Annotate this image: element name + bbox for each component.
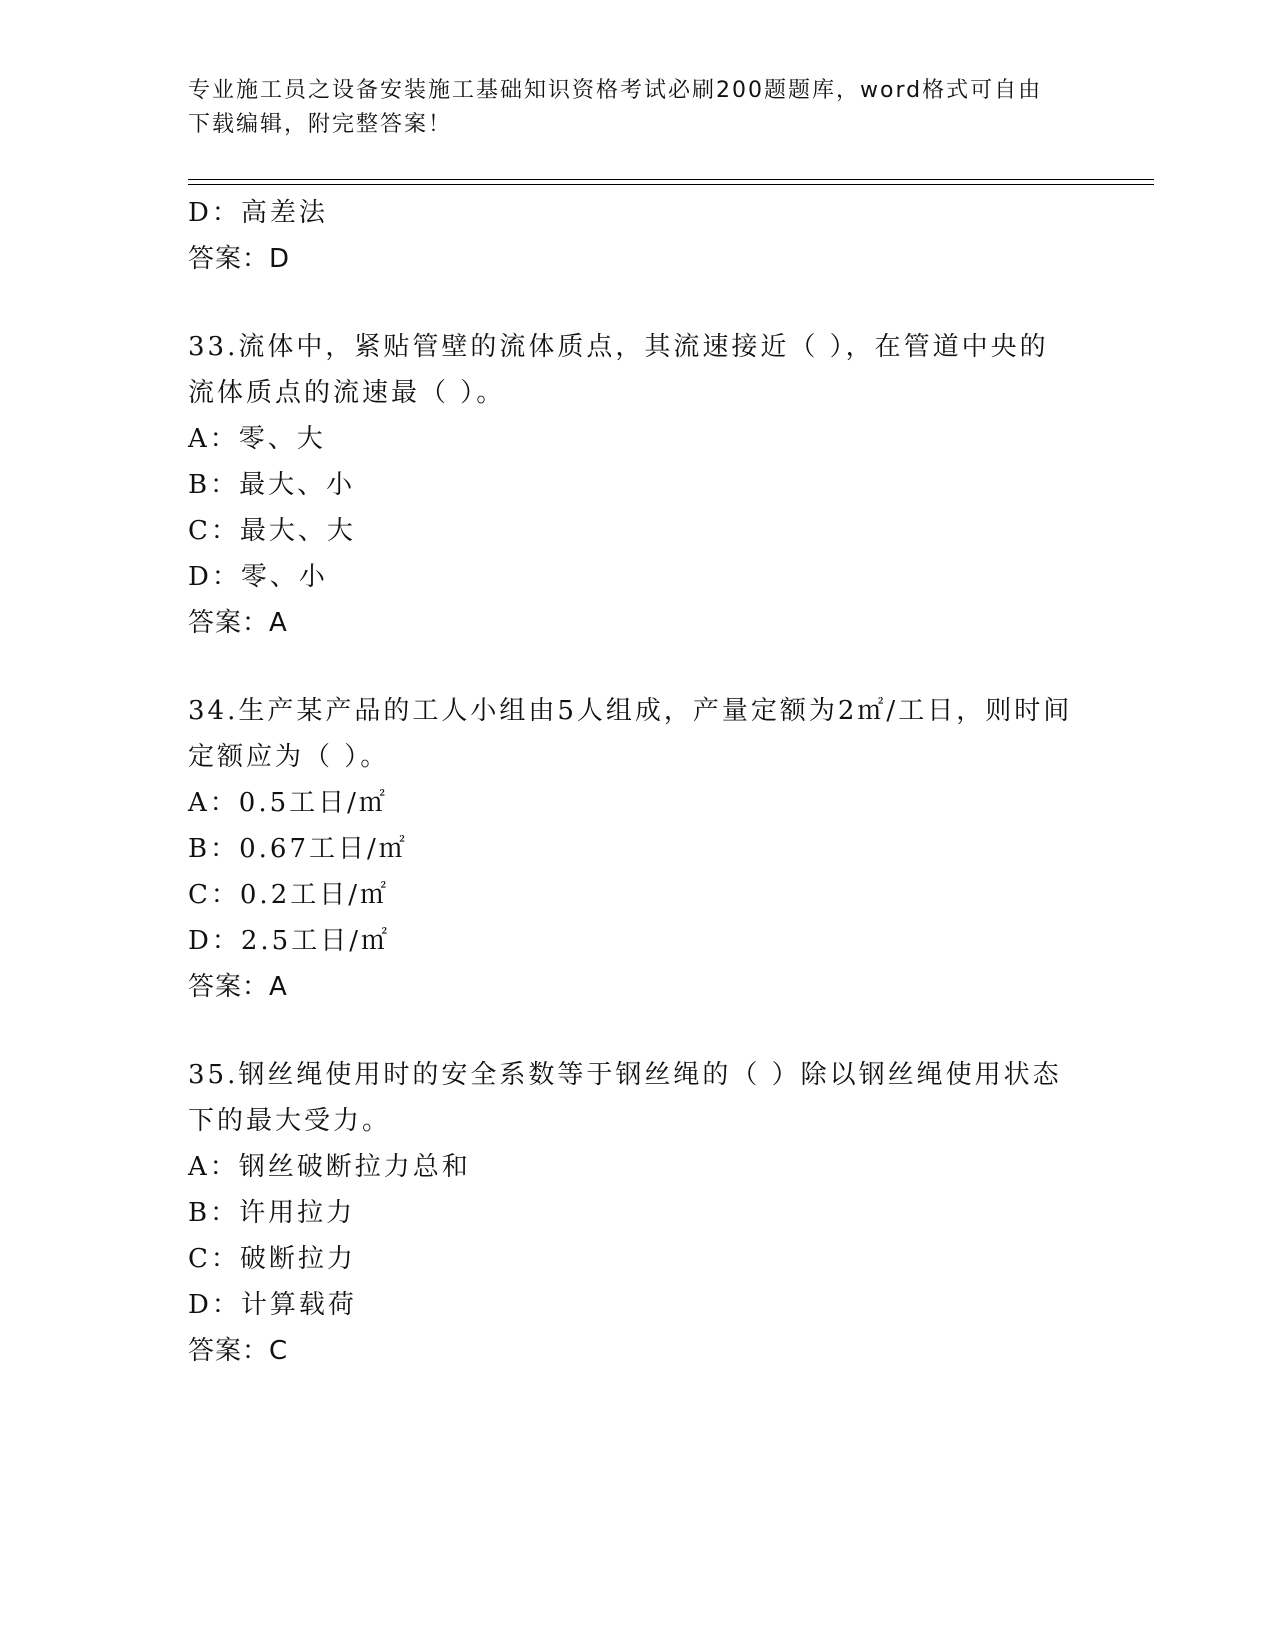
option-b: B：许用拉力 (188, 1198, 356, 1228)
option-c: C：0.2工日/㎡ (188, 880, 390, 910)
spacer (188, 282, 1088, 324)
option-c: C：破断拉力 (188, 1244, 356, 1274)
option-d: D：计算载荷 (188, 1290, 357, 1320)
document-header (188, 74, 1088, 142)
spacer (188, 646, 1088, 688)
question-stem: 定额应为（ ）。 (188, 742, 390, 772)
option-a: A：钢丝破断拉力总和 (188, 1152, 471, 1182)
question-list (188, 190, 1088, 1374)
answer: 答案：A (188, 972, 288, 1002)
question-33 (188, 324, 1088, 646)
option-b: B：最大、小 (188, 470, 356, 500)
option-a: A：零、大 (188, 424, 326, 454)
question-stem: 流体质点的流速最（ ）。 (188, 378, 506, 408)
option-b: B：0.67工日/㎡ (188, 834, 408, 864)
question-stem: 下的最大受力。 (188, 1106, 392, 1136)
question-stem: 34.生产某产品的工人小组由5人组成，产量定额为2㎡/工日，则时间 (188, 696, 1073, 726)
option-a: A：0.5工日/㎡ (188, 788, 388, 818)
header-line-1: 专业施工员之设备安装施工基础知识资格考试必刷200题题库，word格式可自由 (188, 78, 1043, 103)
option-d: D：零、小 (188, 562, 328, 592)
option-d: D：2.5工日/㎡ (188, 926, 390, 956)
header-divider-top (188, 179, 1154, 180)
question-stem: 33.流体中，紧贴管壁的流体质点，其流速接近（ ），在管道中央的 (188, 332, 1049, 362)
option-d: D：高差法 (188, 198, 328, 228)
option-c: C：最大、大 (188, 516, 356, 546)
question-35 (188, 1052, 1088, 1374)
spacer (188, 1010, 1088, 1052)
answer: 答案：C (188, 1336, 289, 1366)
question-34 (188, 688, 1088, 1010)
header-line-2: 下载编辑，附完整答案！ (188, 112, 453, 137)
header-divider-bottom (188, 184, 1154, 185)
answer: 答案：D (188, 244, 291, 274)
answer: 答案：A (188, 608, 288, 638)
question-stem: 35.钢丝绳使用时的安全系数等于钢丝绳的（ ）除以钢丝绳使用状态 (188, 1060, 1062, 1090)
